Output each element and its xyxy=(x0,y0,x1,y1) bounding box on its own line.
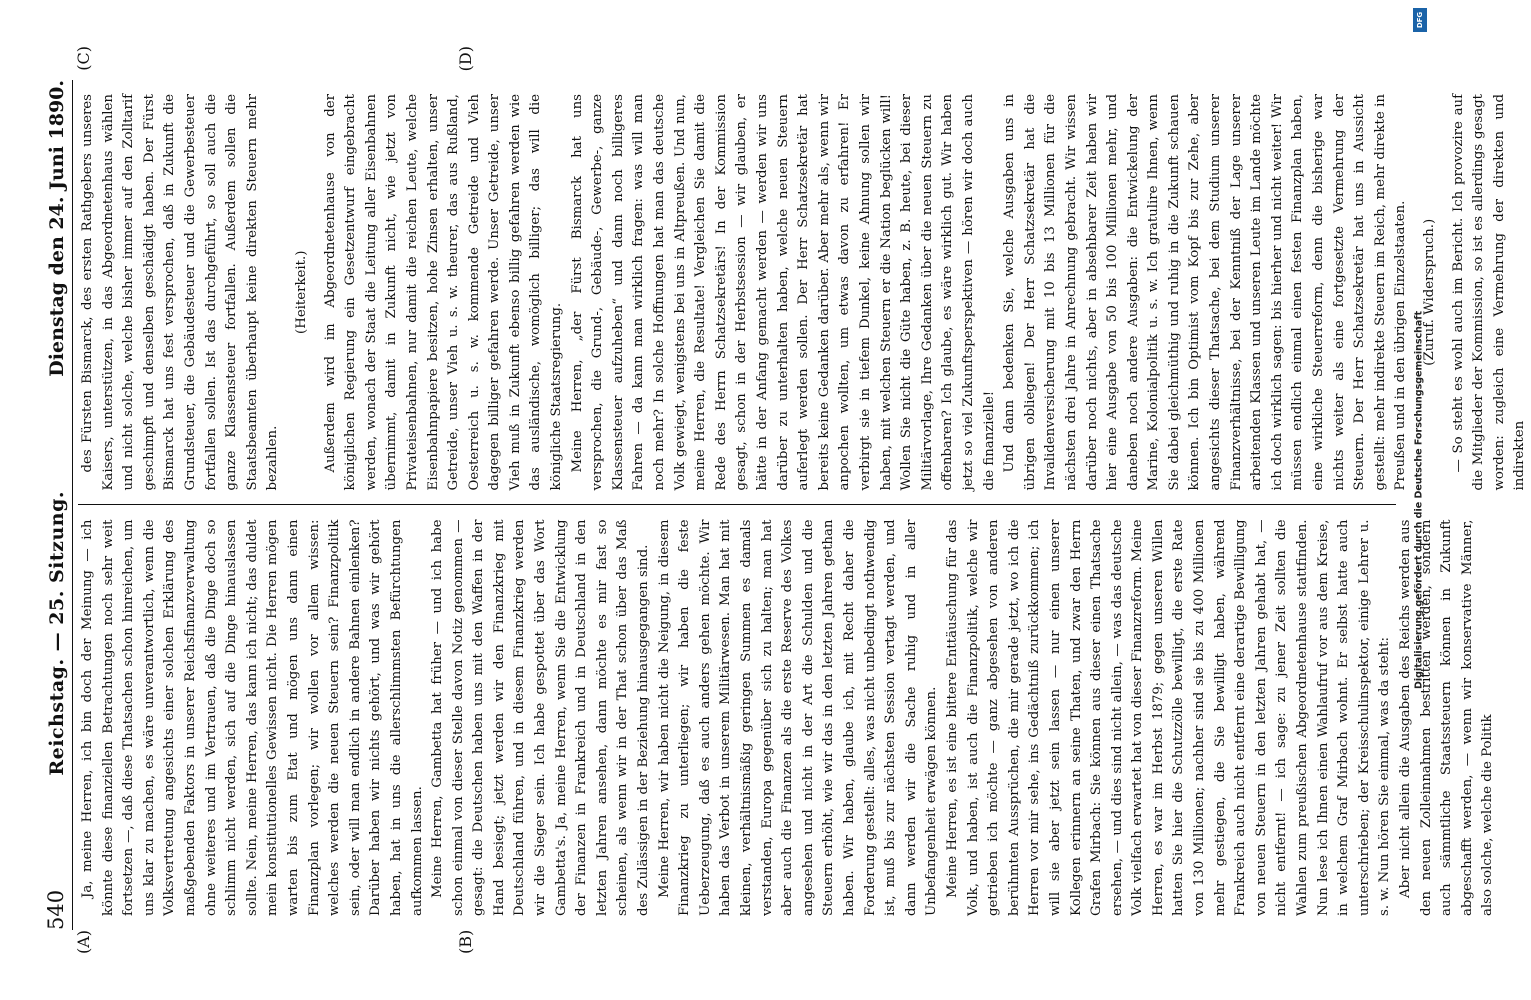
paragraph: Meine Herren, es ist eine bittere Enttäuschung für das Volk, und haben, ist auch die Finanzpolitik, welche wir getrieben ich möchte — ganz abgesehen von anderen berühmten Aussprüchen, die mir gerade jetzt, wo ich die Herren vor mir sehe, ins Gedächtniß zurückkommen; ich will sie aber jetzt sein lassen — nur einen unserer Kollegen erinnern an seine Thaten, und zwar den Herrn Grafen Mirbach: Sie können aus dieser einen Thatsache ersehen, — und dies sind nicht allein, — was das deutsche Volk vielfach erwartet hat von dieser Finanzreform. Meine Herren, es war im Herbst 1879; gegen unseren Willen hatten Sie hier die Schutzzölle bewilligt, die erste Rate von 130 Millionen; nachher sind sie bis zu 400 Millionen mehr gestiegen, die Sie bewilligt haben, während Frankreich auch nicht entfernt eine derartige Bewilligung von neuen Steuern in den letzten Jahren gehabt hat, — nicht entfernt! — ich sage: zu jener Zeit sollten die Wahlen zum preußischen Abgeordnetenhause stattfinden. Nun lese ich Ihnen einen Wahlaufruf vor aus dem Kreise, in welchem Graf Mirbach wohnt. Er selbst hatte auch unterschrieben; der Kreisschulinspektor, einige Lehrer u. s. w. Nun hören Sie einmal, was da steht: xyxy=(944,519,1393,916)
paragraph: Meine Herren, „der Fürst Bismarck hat uns versprochen, die Grund-, Gebäude-, Gewerbe-, ganze Klassensteuer aufzuheben“ und dann noch billigeres Fahren — da kann man wirklich fragen: was will man noch mehr? In solche Hoffnungen hat man das deutsche Volk gewiegt, wenigstens bei uns in Altpreußen. Und nun, meine Herren, die Resultate! Vergleichen Sie damit die Rede des Herrn Schatzsekretärs! In der Kommission gesagt, schon in der Herbstsession — wir glauben, er hätte in der Anfang gemacht werden — werden wir uns darüber zu unterhalten haben, welche neuen Steuern auferlegt werden sollen. Der Herr Schatzsekretär hat bereits keine Gedanken darüber. Aber mehr als, wenn wir anpochen wollten, um etwas davon zu erfahren! Er verbirgt sie in tiefem Dunkel, keine Ahnung sollen wir haben, mit welchen Steuern er die Nation beglücken will! Wollen Sie nicht die Güte haben, z. B. heute, bei dieser Militärvorlage, Ihre Gedanken über die neuen Steuern zu offenbaren? Ich glaube, es wäre wirklich gut. Wir haben jetzt so viel Zukunftsperspektiven — hören wir doch auch die finanzielle! xyxy=(569,94,997,491)
paragraph: des Fürsten Bismarck, des ersten Rathgebers unseres Kaisers, unterstützen, in das Abgeordnetenhaus wählen und nicht solche, welche bisher immer auf den Zolltarif geschimpft und denselben geschädigt haben. Der Fürst Bismarck hat uns fest versprochen, daß in Zukunft die Grundsteuer, die Gebäudesteuer und die Gewerbesteuer fortfallen sollen. Ist das durchgeführt, so soll auch die ganze Klassensteuer fortfallen. Außerdem sollen die Staatsbeamten überhaupt keine direkten Steuern mehr bezahlen. xyxy=(80,94,281,491)
dfg-logo-text: DFG xyxy=(1416,11,1424,29)
dfg-logo xyxy=(1413,8,1427,32)
margin-marker-d: (D) xyxy=(456,46,475,72)
paragraph: Außerdem wird im Abgeordnetenhause von der königlichen Regierung ein Gesetzentwurf eingebracht werden, wonach der Staat die Leitung aller Eisenbahnen übernimmt, damit in Zukunft nicht, wie jetzt von Privateisenbahnen, nur damit die reichen Leute, welche Eisenbahnpapiere besitzen, hohe Zinsen erhalten, unser Getreide, unser Vieh u. s. w. theurer, das aus Rußland, Oesterreich u. s. w. kommende Getreide und Vieh dagegen billiger gefahren werde. Unser Getreide, unser Vieh muß in Zukunft ebenso billig gefahren werden wie das ausländische, womöglich billiger; das will die königliche Staatsregierung. xyxy=(322,94,565,491)
left-column xyxy=(78,505,1496,931)
stage-direction: (Heiterkeit.) xyxy=(293,250,309,334)
digitization-note xyxy=(1410,40,1428,960)
page-header xyxy=(38,80,73,930)
page-number: 540 xyxy=(44,889,68,930)
paragraph: Ja, meine Herren, ich bin doch der Meinung — ich könnte diese finanziellen Betrachtungen noch sehr weit fortsetzen —, daß diese Thatsachen schon hinreichen, um uns klar zu machen, es wäre unverantwortlich, wenn die Volksvertretung angesichts einer solchen Erklärung des maßgebenden Faktors in unserer Reichsfinanzverwaltung ohne weiteres und im Vertrauen, daß die Dinge doch so schlimm nicht werden, sich auf die Dinge hinauslassen sollte. Nein, meine Herren, das kann ich nicht; das duldet mein konstitutionelles Gewissen nicht. Die Herren mögen warten bis zum Etat und mögen uns dann einen Finanzplan vorlegen; wir wollen vor allem wissen: welches werden die neuen Steuern sein? Finanzpolitik sein, oder will man endlich in andere Bahnen einlenken? Darüber haben wir nichts gehört, und was wir gehört haben, hat in uns die allerschlimmsten Befürchtungen aufkommen lassen. xyxy=(80,519,425,916)
digitization-note-text: Digitalisierung gefördert durch die Deutsche Forschungsgemeinschaft xyxy=(1413,311,1425,689)
session-date: Dienstag den 24. Juni 1890. xyxy=(46,80,68,377)
paragraph: Meine Herren, wir haben nicht die Neigung, in diesem Finanzkrieg zu unterliegen; wir haben die feste Ueberzeugung, daß es auch anders gehen möchte. Wir haben das Verbot in unserem Militärwesen. Man hat mit kleinen, verhältnismäßig geringen Summen es damals verstanden, Europa gegenüber sich zu halten; man hat aber auch die Finanzen als die erste Reserve des Volkes angesehen und nicht in der Art die Schulden und die Steuern erhöht, wie wir das in den letzten Jahren gethan haben. Wir haben, glaube ich, mit Recht daher die Forderung gestellt: alles, was nicht unbedingt nothwendig ist, muß bis zur nächsten Session vertagt werden, und dann werden wir die Sache ruhig und in aller Unbefangenheit erwägen können. xyxy=(656,519,940,916)
session-title: Reichstag. — 25. Sitzung. xyxy=(46,491,68,776)
margin-marker-b: (B) xyxy=(456,929,475,954)
paragraph: — So steht es wohl auch im Bericht. Ich provozire auf die Mitglieder der Kommission, so ist es allerdings gesagt worden: zugleich eine Vermehrung der direkten und indirekten xyxy=(1450,94,1528,491)
stage-direction: (Zuruf. Widerspruch.) xyxy=(1422,218,1437,366)
margin-marker-c: (C) xyxy=(74,46,93,71)
paragraph: Meine Herren, Gambetta hat früher — und ich habe schon einmal von dieser Stelle davon Notiz genommen — gesagt: die Deutschen haben uns mit den Waffen in der Hand besiegt; jetzt werden wir den Finanzkrieg mit Deutschland führen, und in diesem Finanzkrieg werden wir die Sieger sein. Ich habe gespottet über das Wort Gambetta's. Ja, meine Herren, wenn Sie die Entwicklung der Finanzen in Frankreich und in Deutschland in den letzten Jahren ansehen, dann möchte es mir fast so scheinen, als wenn wir in der That schon über das Maß des Zulässigen in der Beziehung hinausgegangen sind. xyxy=(430,519,652,916)
paragraph: Aber nicht allein die Ausgaben des Reichs werden aus den neuen Zolleinnahmen bestritten werden, sondern auch sämmtliche Staatssteuern können in Zukunft abgeschafft werden, — wenn wir konservative Männer, also solche, welche die Politik xyxy=(1398,519,1496,916)
margin-marker-a: (A) xyxy=(74,929,93,954)
paragraph: Und dann bedenken Sie, welche Ausgaben uns in übrigen obliegen! Der Herr Schatzsekretär hat die Invalidenversicherung mit 10 bis 13 Millionen für die nächsten drei Jahre in Anrechnung gebracht. Wir wissen darüber noch nichts, aber in absehbarer Zeit haben wir hier eine Ausgabe von 50 bis 100 Millionen mehr, und daneben noch andere Ausgaben: die Entwickelung der Marine, Kolonialpolitik u. s. w. Ich gratulire Ihnen, wenn Sie dabei gleichmüthig und ruhig in die Zukunft schauen können. Ich bin Optimist vom Kopf bis zur Zehe, aber angesichts dieser Thatsache, bei dem Studium unserer Finanzverhältnisse, bei der Kenntniß der Lage unserer arbeitenden Klassen und unseren Leute im Lande möchte ich doch wirklich sagen: bis hierher und nicht weiter! Wir müssen endlich einmal einen festen Finanzplan haben, eine wirkliche Steuerreform, denn die bisherige war nichts weiter als eine fortgesetzte Vermehrung der Steuern. Der Herr Schatzsekretär hat uns in Aussicht gestellt: mehr indirekte Steuern im Reich, mehr direkte in Preußen und in den übrigen Einzelstaaten. xyxy=(1002,94,1409,491)
